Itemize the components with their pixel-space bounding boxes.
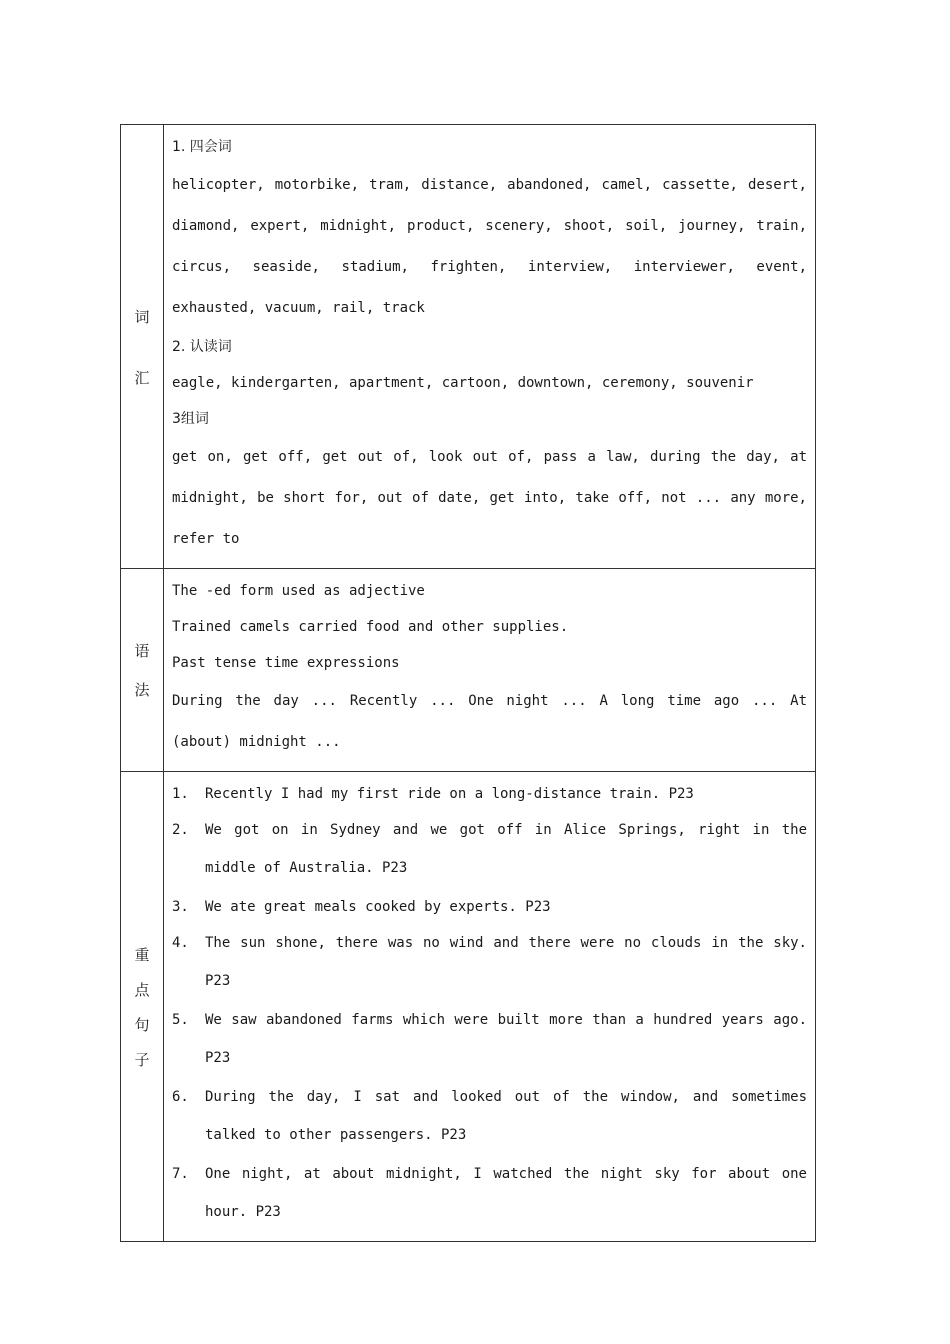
sentence-number: 3.: [172, 899, 189, 915]
sentence-text: hour. P23: [205, 1204, 281, 1220]
vocabulary-label: [121, 125, 164, 569]
section-title-recognition-words: 2. 认读词: [172, 339, 232, 355]
sentence-item: [172, 776, 807, 812]
vocab-line: circus, seaside, stadium, frighten, interview, interviewer, event,: [172, 259, 807, 275]
sentence-text: middle of Australia. P23: [205, 860, 408, 876]
sentence-number: 1.: [172, 786, 189, 802]
section-title-four-skills-words: 1. 四会词: [172, 139, 232, 155]
vocabulary-label-char: 汇: [134, 368, 150, 387]
sentence-item: [172, 889, 807, 925]
sentence-text: During the day, I sat and looked out of the window, and sometimes: [205, 1089, 807, 1105]
sentence-number: 5.: [172, 1012, 189, 1028]
sentence-text: Recently I had my first ride on a long-distance train. P23: [205, 786, 694, 802]
key-sentences-label: [121, 772, 164, 1242]
sentence-text: We saw abandoned farms which were built more than a hundred years ago.: [205, 1012, 807, 1028]
sentence-number: 4.: [172, 935, 189, 951]
sentence-text: P23: [205, 973, 231, 989]
sentence-text-block: [205, 1156, 807, 1233]
key-sentences-label-char: 子: [134, 1050, 150, 1069]
phrase-line: get on, get off, get out of, look out of, pass a law, during the day, at: [172, 449, 807, 465]
sentence-text: P23: [205, 1050, 231, 1066]
sentence-item: [172, 925, 807, 1002]
vocab-line: eagle, kindergarten, apartment, cartoon, downtown, ceremony, souvenir: [172, 375, 754, 391]
sentence-text-block: [205, 925, 807, 1002]
sentence-item: [172, 1079, 807, 1156]
vocab-line: helicopter, motorbike, tram, distance, abandoned, camel, cassette, desert,: [172, 177, 807, 193]
sentence-text-block: [205, 1079, 807, 1156]
sentence-text: talked to other passengers. P23: [205, 1127, 467, 1143]
grammar-line: (about) midnight ...: [172, 734, 341, 750]
grammar-label: [121, 569, 164, 772]
sentence-number: 6.: [172, 1089, 189, 1105]
grammar-row: [121, 569, 816, 772]
sentence-text: The sun shone, there was no wind and there were no clouds in the sky.: [205, 935, 807, 951]
grammar-line: The -ed form used as adjective: [172, 583, 425, 599]
vocab-line: exhausted, vacuum, rail, track: [172, 300, 425, 316]
vocab-line: diamond, expert, midnight, product, scenery, shoot, soil, journey, train,: [172, 218, 807, 234]
sentence-text-block: [205, 812, 807, 889]
sentence-item: [172, 812, 807, 889]
key-sentences-row: [121, 772, 816, 1242]
sentence-text: We got on in Sydney and we got off in Alice Springs, right in the: [205, 822, 807, 838]
key-sentences-content: [164, 772, 816, 1242]
sentence-item: [172, 1002, 807, 1079]
grammar-line: Past tense time expressions: [172, 655, 400, 671]
phrase-line: midnight, be short for, out of date, get into, take off, not ... any more,: [172, 490, 807, 506]
sentence-text: We ate great meals cooked by experts. P23: [205, 899, 551, 915]
sentence-text: One night, at about midnight, I watched the night sky for about one: [205, 1166, 807, 1182]
sentence-text-block: [205, 1002, 807, 1079]
key-sentences-label-char: 点: [134, 980, 150, 999]
vocabulary-content: [164, 125, 816, 569]
grammar-label-char: 语: [134, 642, 150, 660]
key-sentences-label-char: 重: [134, 945, 150, 964]
grammar-content: [164, 569, 816, 772]
sentence-number: 7.: [172, 1166, 189, 1182]
grammar-line: Trained camels carried food and other supplies.: [172, 619, 569, 635]
key-sentences-label-char: 句: [134, 1015, 150, 1034]
vocabulary-row: [121, 125, 816, 569]
sentence-number: 2.: [172, 822, 189, 838]
section-title-phrases: 3组词: [172, 411, 209, 427]
lesson-table: [120, 124, 816, 1242]
vocabulary-label-char: 词: [134, 307, 150, 326]
phrase-line: refer to: [172, 531, 240, 547]
grammar-line: During the day ... Recently ... One night ... A long time ago ... At: [172, 693, 807, 709]
sentence-item: [172, 1156, 807, 1233]
grammar-label-char: 法: [134, 681, 150, 699]
